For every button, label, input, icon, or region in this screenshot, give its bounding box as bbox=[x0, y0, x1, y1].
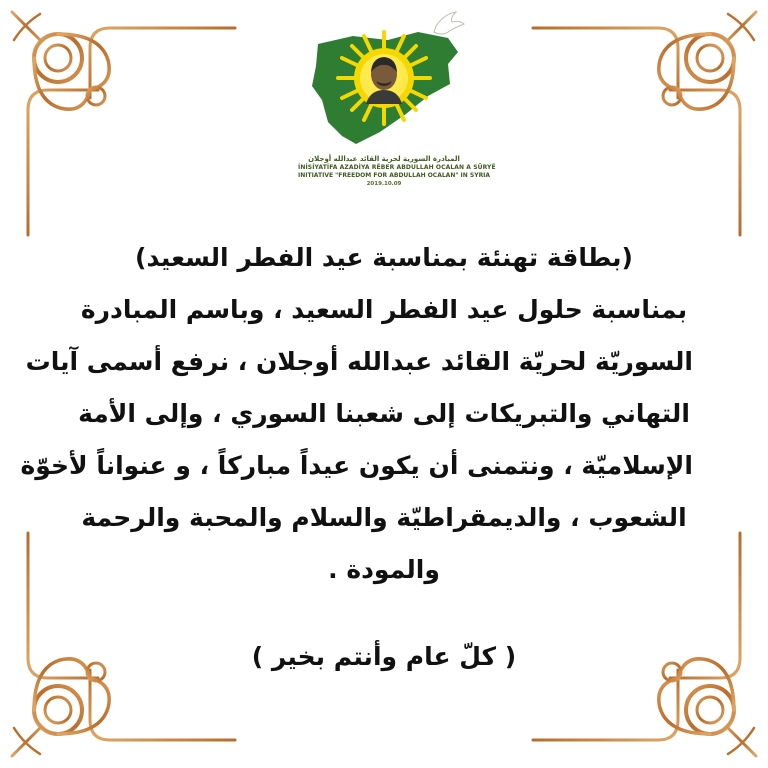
corner-top-right bbox=[533, 12, 756, 235]
message-line: والمودة . bbox=[328, 555, 440, 584]
card-title: (بطاقة تهنئة بمناسبة عيد الفطر السعيد) bbox=[135, 243, 633, 272]
corner-top-left bbox=[12, 12, 235, 235]
message-line: الشعوب ، والديمقراطيّة والسلام والمحبة والرحمة bbox=[81, 503, 687, 532]
message-line: السوريّة لحريّة القائد عبدالله أوجلان ، نرفع أسمى آيات bbox=[25, 347, 693, 376]
logo-name-arabic: المبادرة السورية لحرية القائد عبدالله أوجلان bbox=[308, 155, 460, 163]
greeting-message bbox=[20, 232, 693, 596]
closing-wish: ( كلّ عام وأنتم بخير ) bbox=[251, 642, 517, 671]
logo-name-english: INITIATIVE "FREEDOM FOR ABDULLAH OCALAN" IN SYRIA bbox=[298, 172, 491, 179]
logo-date: 2019.10.09 bbox=[366, 181, 402, 187]
message-line: التهاني والتبريكات إلى شعبنا السوري ، وإلى الأمة bbox=[78, 399, 690, 428]
message-line: بمناسبة حلول عيد الفطر السعيد ، وباسم المبادرة bbox=[80, 295, 688, 324]
syria-map-sun-emblem-icon bbox=[298, 4, 470, 154]
message-line: الإسلاميّة ، ونتمنى أن يكون عيداً مباركاً ، و عنواناً لأخوّة bbox=[20, 451, 693, 480]
logo-name-kurdish: İNİSİYATİFA AZADİYA RÊBER ABDULLAH OCALAN A SÛRYÊ bbox=[298, 164, 496, 171]
dove-icon bbox=[434, 12, 464, 34]
initiative-logo bbox=[298, 4, 496, 190]
